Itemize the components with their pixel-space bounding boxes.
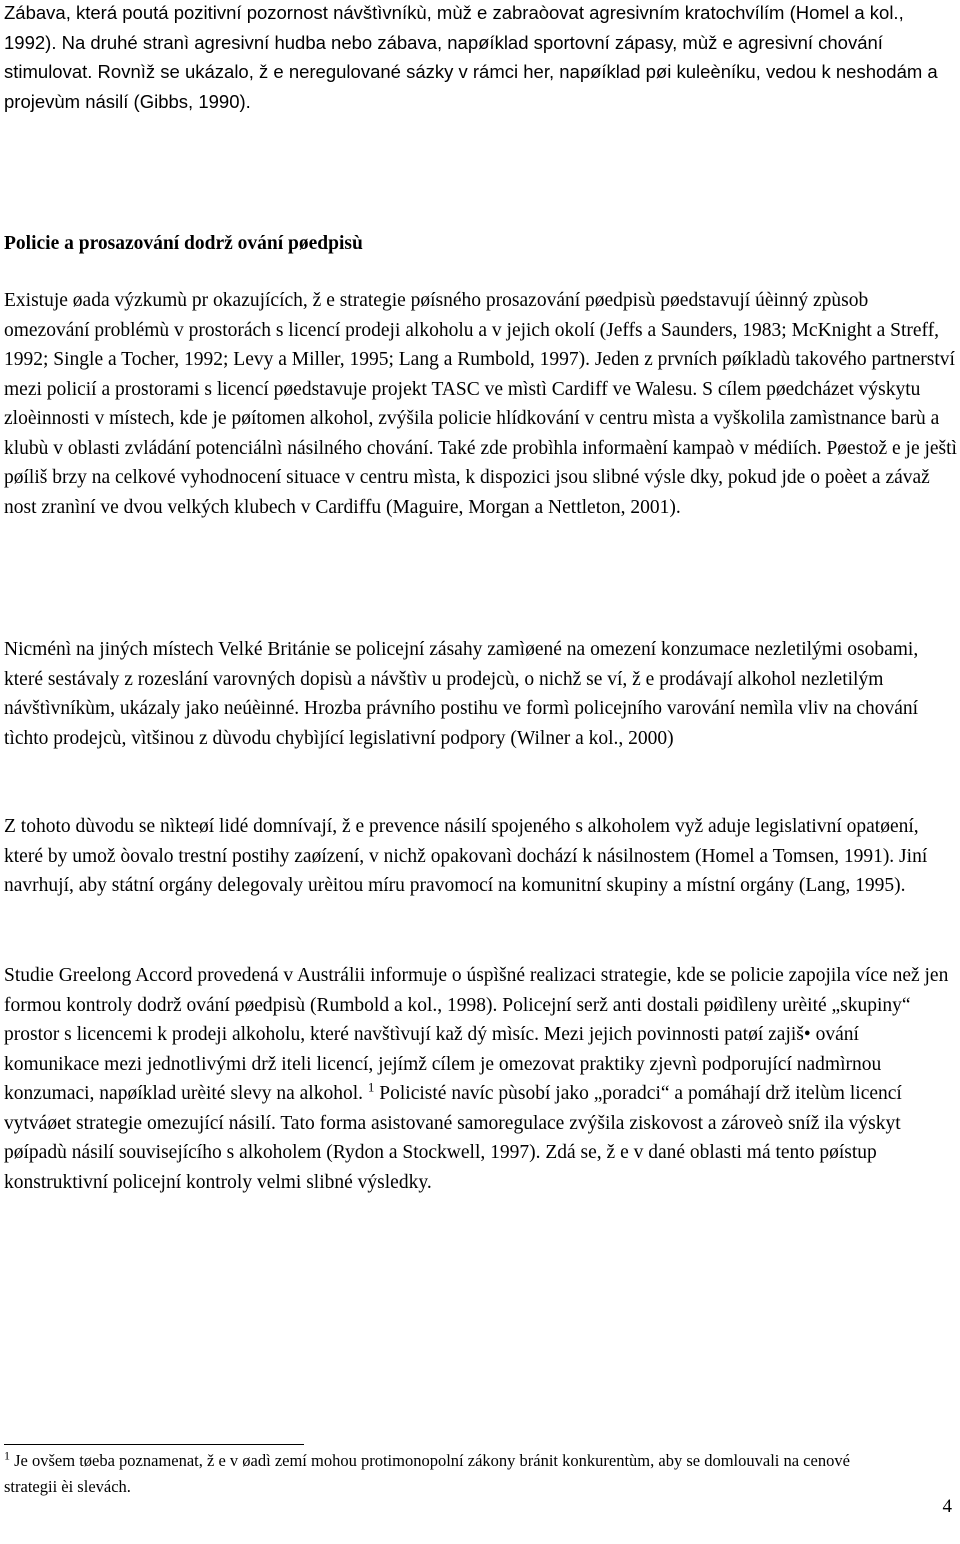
body-paragraph-1: Existuje øada výzkumù pr okazujících, ž e strategie pøísného prosazování pøedpisù pøedstavují úèinný zpùsob omezování problémù v prostorách s licencí prodeji alkoholu a v jejich okolí (Jeffs a Saunders, 1983; McKnight a Streff, 1992; Single a Tocher, 1992; Levy a Miller, 1995; Lang a Rumbold, 1997). Jeden z prvních pøíkladù takového partnerství mezi policií a prostorami s licencí pøedstavuje projekt TASC ve mìstì Cardiff ve Walesu. S cílem pøedcházet výskytu zloèinnosti v místech, kde je pøítomen alkohol, zvýšila policie hlídkování v centru mìsta a vyškolila zamìstnance barù a klubù v oblasti zvládání potenciálnì násilného chování. Také zde probìhla informaèní kampaò v médiích. Pøestož e je ještì pøíliš brzy na celkové vyhodnocení situace v centru mìsta, k dispozici jsou slibné výsle dky, pokud jde o poèet a závaž nost zranìní ve dvou velkých klubech v Cardiffu (Maguire, Morgan a Nettleton, 2001). bbox=[4, 290, 957, 518]
page-number: 4 bbox=[942, 1496, 952, 1517]
footnote-mark: 1 bbox=[4, 1448, 10, 1463]
footnote-reference[interactable]: 1 bbox=[367, 1079, 375, 1095]
paragraph-4-text-start: Studie Greelong Accord provedená v Austrálii informuje o úspìšné realizaci strategie, kde se policie zapojila více než jen formou kontroly dodrž ování pøedpisù (Rumbold a kol., 1998). Policejní serž anti dostali pøidìleny urèité „skupiny“ prostor s licencemi k prodeji alkoholu, které navštìvují kaž dý mìsíc. Mezi jejich povinnosti patøí zajiš• ování komunikace mezi jednotlivými drž iteli licencí, jejímž cílem je omezovat praktiky zjevnì podporující nadmìrnou konzumaci, napøíklad urèité slevy na alkohol. bbox=[4, 965, 949, 1104]
footnote-divider bbox=[4, 1444, 304, 1445]
footnote bbox=[4, 1448, 900, 1500]
body-paragraph-2: Nicménì na jiných místech Velké Británie se policejní zásahy zamìøené na omezení konzumace nezletilými osobami, které sestávaly z rozeslání varovných dopisù a návštìv u prodejcù, o nichž se ví, ž e prodávají alkohol nezletilým návštìvníkùm, ukázaly jako neúèinné. Hrozba právního postihu ve formì policejního varování nemìla vliv na chování tìchto prodejcù, vìtšinou z dùvodu chybìjící legislativní podpory (Wilner a kol., 2000) bbox=[4, 639, 919, 749]
section-heading: Policie a prosazování dodrž ování pøedpisù bbox=[4, 233, 363, 254]
body-paragraph-4 bbox=[4, 961, 958, 1197]
intro-paragraph: Zábava, která poutá pozitivní pozornost návštìvníkù, mùž e zabraòovat agresivním kratochvílím (Homel a kol., 1992). Na druhé stranì agresivní hudba nebo zábava, napøíklad sportovní zápasy, mùž e agresivní chování stimulovat. Rovnìž se ukázalo, ž e neregulované sázky v rámci her, napøíklad pøi kuleèníku, vedou k neshodám a projevùm násilí (Gibbs, 1990). bbox=[4, 2, 938, 112]
footnote-text: Je ovšem tøeba poznamenat, ž e v øadì zemí mohou protimonopolní zákony bránit konkurentùm, aby se domlouvali na cenové strategii èi slevách. bbox=[4, 1451, 850, 1496]
paragraph-4-text-end: Policisté navíc pùsobí jako „poradci“ a pomáhají drž itelùm licencí vytváøet strategie omezující násilí. Tato forma asistované samoregulace zvýšila ziskovost a zároveò sníž ila výskyt pøípadù násilí souvisejícího s alkoholem (Rydon a Stockwell, 1997). Zdá se, ž e v dané oblasti má tento pøístup konstruktivní policejní kontroly velmi slibné výsledky. bbox=[4, 1083, 902, 1193]
body-paragraph-3: Z tohoto dùvodu se nìkteøí lidé domnívají, ž e prevence násilí spojeného s alkoholem vyž aduje legislativní opatøení, které by umož òovalo trestní postihy zaøízení, v nichž opakovanì dochází k násilnostem (Homel a Tomsen, 1991). Jiní navrhují, aby státní orgány delegovaly urèitou míru pravomocí na komunitní skupiny a místní orgány (Lang, 1995). bbox=[4, 816, 928, 896]
